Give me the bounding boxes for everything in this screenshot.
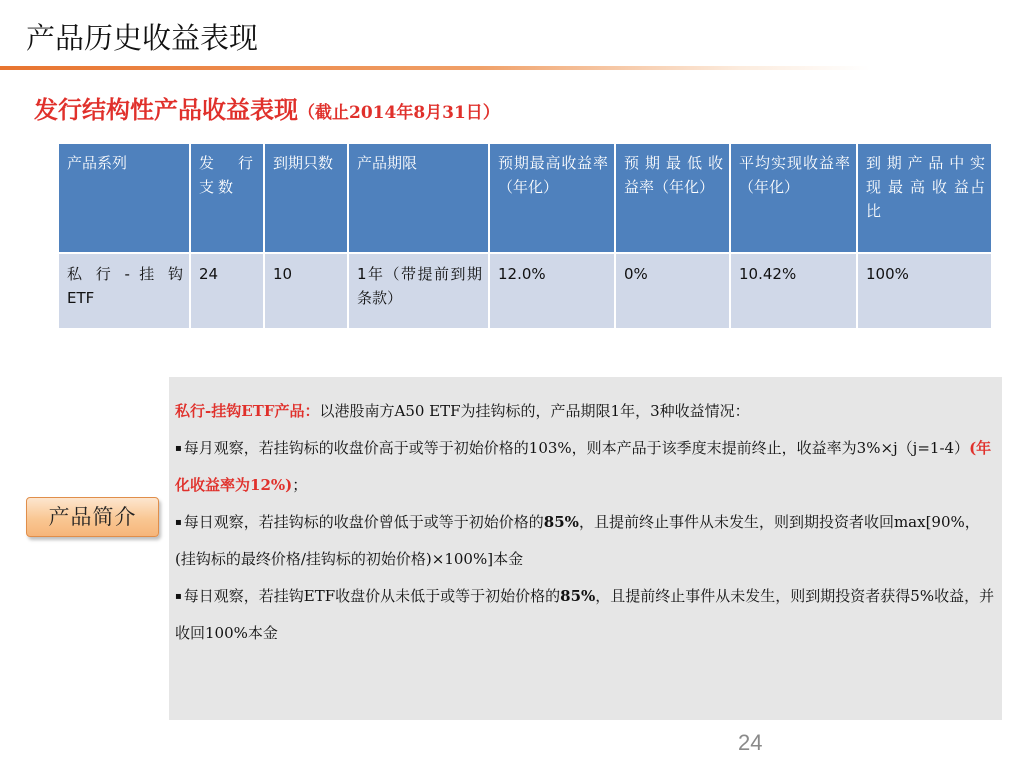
header-expected-max-yield: 预期最高收益率（年化） — [489, 143, 615, 253]
intro-heading-line — [175, 393, 997, 430]
cell-expected-max-yield: 12.0% — [489, 253, 615, 329]
header-expected-min-yield: 预 期 最 低 收益率（年化） — [615, 143, 730, 253]
subtitle-main: 发行结构性产品收益表现 — [34, 95, 298, 124]
intro-bullet-3 — [175, 578, 997, 652]
subtitle-date-note: （截止2014年8月31日） — [298, 103, 500, 123]
header-product-term: 产品期限 — [348, 143, 489, 253]
title-divider — [0, 66, 870, 70]
table-row — [58, 253, 992, 329]
intro-heading-rest: 以港股南方A50 ETF为挂钩标的，产品期限1年，3种收益情况： — [319, 402, 750, 420]
header-issued-count: 发 行 支数 — [190, 143, 264, 253]
bullet-1-end: ； — [292, 476, 308, 494]
bullet-icon: ▪ — [175, 516, 182, 528]
page-number: 24 — [738, 730, 763, 755]
bullet-icon: ▪ — [175, 442, 182, 454]
header-product-series: 产品系列 — [58, 143, 190, 253]
header-matured-count: 到期只数 — [264, 143, 348, 253]
section-subtitle — [34, 90, 500, 125]
returns-table — [57, 142, 993, 330]
bullet-1-highlight: (年化收益率为12%) — [175, 438, 992, 494]
cell-expected-min-yield: 0% — [615, 253, 730, 329]
bullet-3-rest: ，且提前终止事件从未发生，则到期投资者获得5%收益，并收回100%本金 — [175, 586, 995, 642]
table-header-row — [58, 143, 992, 253]
product-intro-text — [175, 393, 997, 652]
cell-matured-count: 10 — [264, 253, 348, 329]
product-intro-label: 产品简介 — [26, 497, 159, 537]
bullet-3-text: 每日观察，若挂钩ETF收盘价从未低于或等于初始价格的 — [183, 586, 561, 605]
cell-product-series: 私 行 - 挂 钩 ETF — [58, 253, 190, 329]
bullet-icon: ▪ — [175, 590, 182, 602]
intro-heading: 私行-挂钩ETF产品： — [175, 402, 320, 420]
bullet-2-text: 每日观察，若挂钩标的收盘价曾低于或等于初始价格的 — [183, 512, 544, 531]
cell-average-realized-yield: 10.42% — [730, 253, 857, 329]
cell-max-yield-share: 100% — [857, 253, 992, 329]
cell-issued-count: 24 — [190, 253, 264, 329]
intro-bullet-1 — [175, 430, 997, 504]
header-max-yield-share: 到 期 产 品 中 实 现 最 高 收 益占比 — [857, 143, 992, 253]
product-intro-box — [169, 377, 1002, 720]
bullet-2-rest: ，且提前终止事件从未发生，则到期投资者收回max[90%，(挂钩标的最终价格/挂钩标的初始价格)×100%]本金 — [175, 512, 980, 568]
bullet-1-text: 每月观察，若挂钩标的收盘价高于或等于初始价格的103%，则本产品于该季度末提前终止，收益率为3%×j（j=1-4） — [183, 438, 970, 457]
cell-product-term: 1年（带提前到期条款） — [348, 253, 489, 329]
intro-bullet-2 — [175, 504, 997, 578]
header-average-realized-yield: 平均实现收益率（年化） — [730, 143, 857, 253]
bullet-2-bold: 85% — [543, 512, 579, 531]
page-title: 产品历史收益表现 — [26, 21, 259, 55]
bullet-3-bold: 85% — [560, 586, 596, 605]
